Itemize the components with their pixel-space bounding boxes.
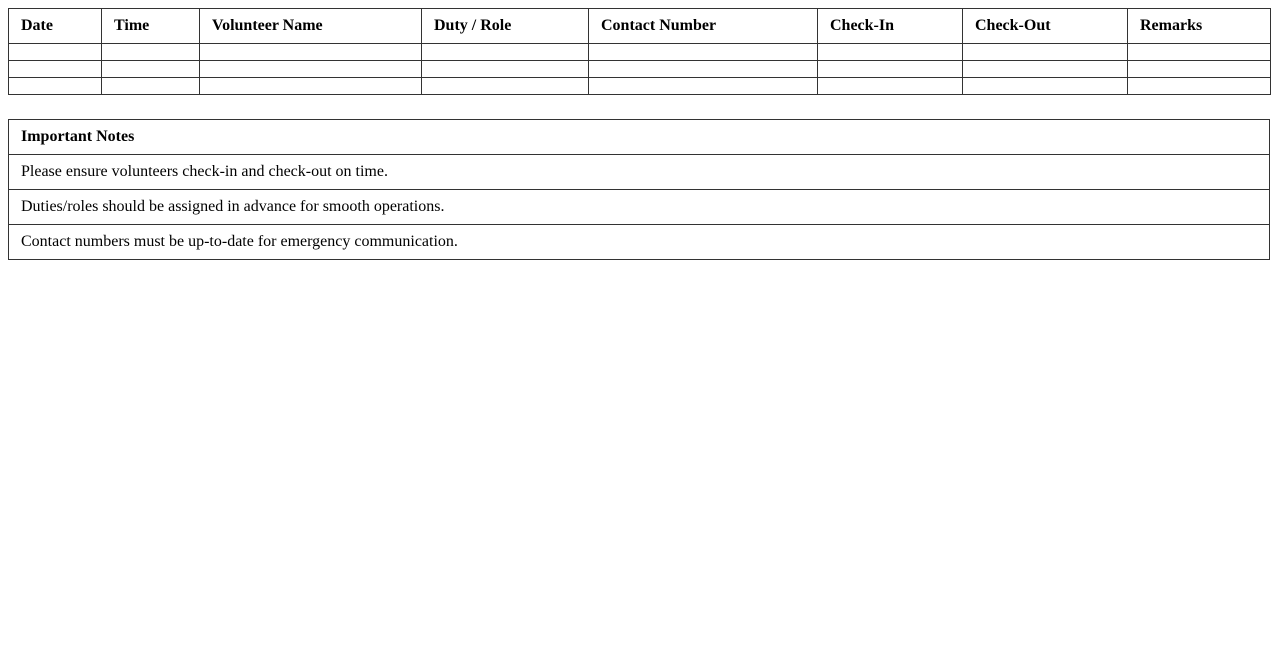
table-cell[interactable] bbox=[422, 44, 589, 61]
column-header-date: Date bbox=[9, 9, 102, 44]
table-cell[interactable] bbox=[422, 78, 589, 95]
column-header-time: Time bbox=[102, 9, 200, 44]
table-cell[interactable] bbox=[200, 78, 422, 95]
table-cell[interactable] bbox=[9, 44, 102, 61]
table-row bbox=[9, 61, 1271, 78]
table-cell[interactable] bbox=[422, 61, 589, 78]
list-item bbox=[9, 225, 1270, 260]
table-cell[interactable] bbox=[102, 61, 200, 78]
table-cell[interactable] bbox=[200, 44, 422, 61]
table-cell[interactable] bbox=[9, 78, 102, 95]
column-header-remarks: Remarks bbox=[1128, 9, 1271, 44]
column-header-contact-number: Contact Number bbox=[589, 9, 818, 44]
table-cell[interactable] bbox=[589, 61, 818, 78]
table-cell[interactable] bbox=[818, 78, 963, 95]
column-header-check-out: Check-Out bbox=[963, 9, 1128, 44]
table-cell[interactable] bbox=[963, 78, 1128, 95]
table-cell[interactable] bbox=[200, 61, 422, 78]
list-item bbox=[9, 155, 1270, 190]
table-row bbox=[9, 44, 1271, 61]
column-header-check-in: Check-In bbox=[818, 9, 963, 44]
notes-title: Important Notes bbox=[9, 120, 1270, 155]
table-cell[interactable] bbox=[963, 44, 1128, 61]
table-cell[interactable] bbox=[589, 78, 818, 95]
page-content bbox=[8, 8, 1270, 260]
note-text: Contact numbers must be up-to-date for emergency communication. bbox=[9, 225, 1270, 260]
volunteer-schedule-table bbox=[8, 8, 1271, 95]
table-cell[interactable] bbox=[102, 44, 200, 61]
table-row bbox=[9, 78, 1271, 95]
column-header-volunteer-name: Volunteer Name bbox=[200, 9, 422, 44]
table-cell[interactable] bbox=[1128, 61, 1271, 78]
note-text: Please ensure volunteers check-in and check-out on time. bbox=[9, 155, 1270, 190]
table-cell[interactable] bbox=[818, 61, 963, 78]
table-cell[interactable] bbox=[9, 61, 102, 78]
table-cell[interactable] bbox=[1128, 44, 1271, 61]
column-header-duty-role: Duty / Role bbox=[422, 9, 589, 44]
important-notes-table bbox=[8, 119, 1270, 260]
table-cell[interactable] bbox=[102, 78, 200, 95]
table-header-row bbox=[9, 9, 1271, 44]
table-cell[interactable] bbox=[818, 44, 963, 61]
notes-header-row bbox=[9, 120, 1270, 155]
note-text: Duties/roles should be assigned in advance for smooth operations. bbox=[9, 190, 1270, 225]
table-cell[interactable] bbox=[589, 44, 818, 61]
table-cell[interactable] bbox=[963, 61, 1128, 78]
list-item bbox=[9, 190, 1270, 225]
table-cell[interactable] bbox=[1128, 78, 1271, 95]
